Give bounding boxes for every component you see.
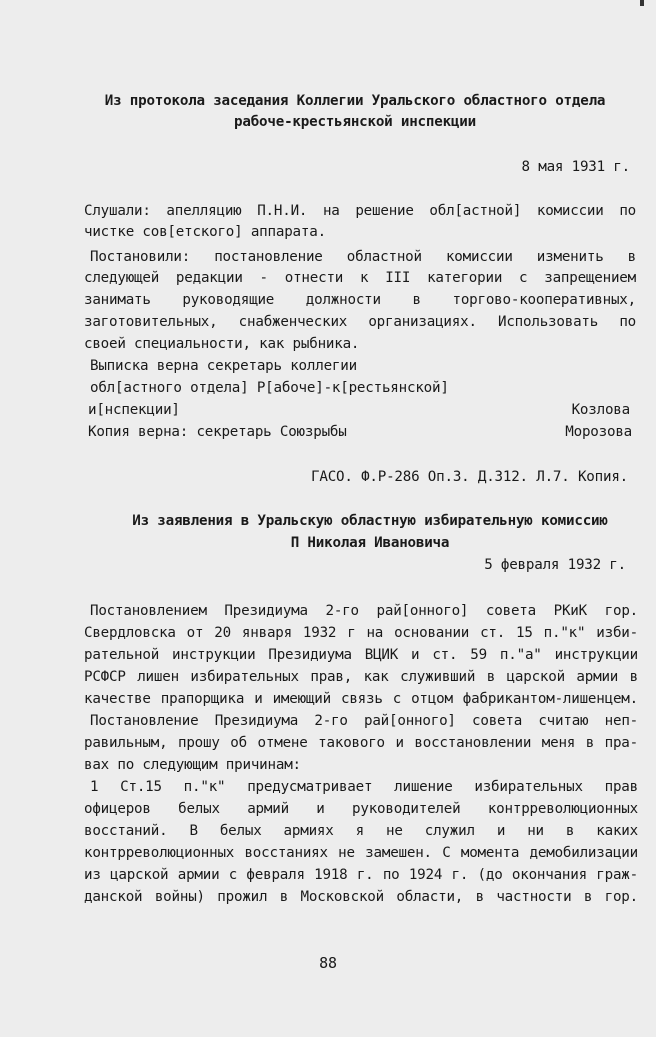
body2-line: контрреволюционных восстаниях не замешен. С момента демобилизации [84,845,638,861]
signature-line3-left: и[нспекции] [88,402,180,418]
body2-line: данской войны) прожил в Московской области, в частности в гор. [84,889,638,905]
body2-line: Свердловска от 20 января 1932 г на основании ст. 15 п."к" изби- [84,625,638,641]
header1-title-line2: рабоче-крестьянской инспекции [234,114,476,130]
signature-line1: Выписка верна секретарь коллегии [90,358,357,374]
header2-date: 5 февраля 1932 г. [484,557,626,573]
signature-name-kozlova: Козлова [571,402,630,418]
header2-title-line2: П Николая Ивановича [290,535,450,551]
body2-line: равильным, прошу об отмене такового и восстановлении меня в пра- [84,735,638,751]
body2-line: из царской армии с февраля 1918 г. по 1924 г. (до окончания граж- [84,867,638,883]
body1-line: заготовительных, снабженческих организациях. Использовать по [84,314,636,330]
body1-line: Постановили: постановление областной комиссии изменить в [90,249,636,265]
header2-title-line1: Из заявления в Уральскую областную избирательную комиссию [132,513,608,529]
body2-line: РСФСР лишен избирательных прав, как служивший в царской армии в [84,669,638,685]
body1-line: чистке сов[етского] аппарата. [84,224,326,240]
header1-date: 8 мая 1931 г. [521,159,630,175]
header1-title-line1: Из протокола заседания Коллегии Уральского областного отдела [104,93,606,109]
body1-line: следующей редакции - отнести к III категории с запрещением [84,270,636,286]
body2-line: качестве прапорщика и имеющий связь с отцом фабрикантом-лишенцем. [84,691,638,707]
body1-line: своей специальности, как рыбника. [84,336,360,352]
body2-line: Постановление Президиума 2-го рай[онного] совета считаю неп- [90,713,638,729]
page-number: 88 [319,954,337,972]
body1-line: занимать руководящие должности в торгово-кооперативных, [84,292,636,308]
body2-line: 1 Ст.15 п."к" предусматривает лишение избирательных прав [90,779,638,795]
signature-line4-left: Копия верна: секретарь Союзрыбы [88,424,347,440]
body1-line: Слушали: апелляцию П.Н.И. на решение обл[астной] комиссии по [84,203,636,219]
body2-line: вах по следующим причинам: [84,757,301,773]
body2-line: восстаний. В белых армиях я не служил и ни в каких [84,823,638,839]
archive-source: ГАСО. Ф.Р-286 Оп.3. Д.312. Л.7. Копия. [311,469,628,485]
body2-line: Постановлением Президиума 2-го рай[онного] совета РКиК гор. [90,603,638,619]
body2-line: рательной инструкции Президиума ВЦИК и ст. 59 п."а" инструкции [84,647,638,663]
signature-name-morozova: Морозова [565,424,632,440]
signature-line2: обл[астного отдела] Р[абоче]-к[рестьянской] [90,380,449,396]
body2-line: офицеров белых армий и руководителей контрреволюционных [84,801,638,817]
scan-speck [640,0,644,6]
